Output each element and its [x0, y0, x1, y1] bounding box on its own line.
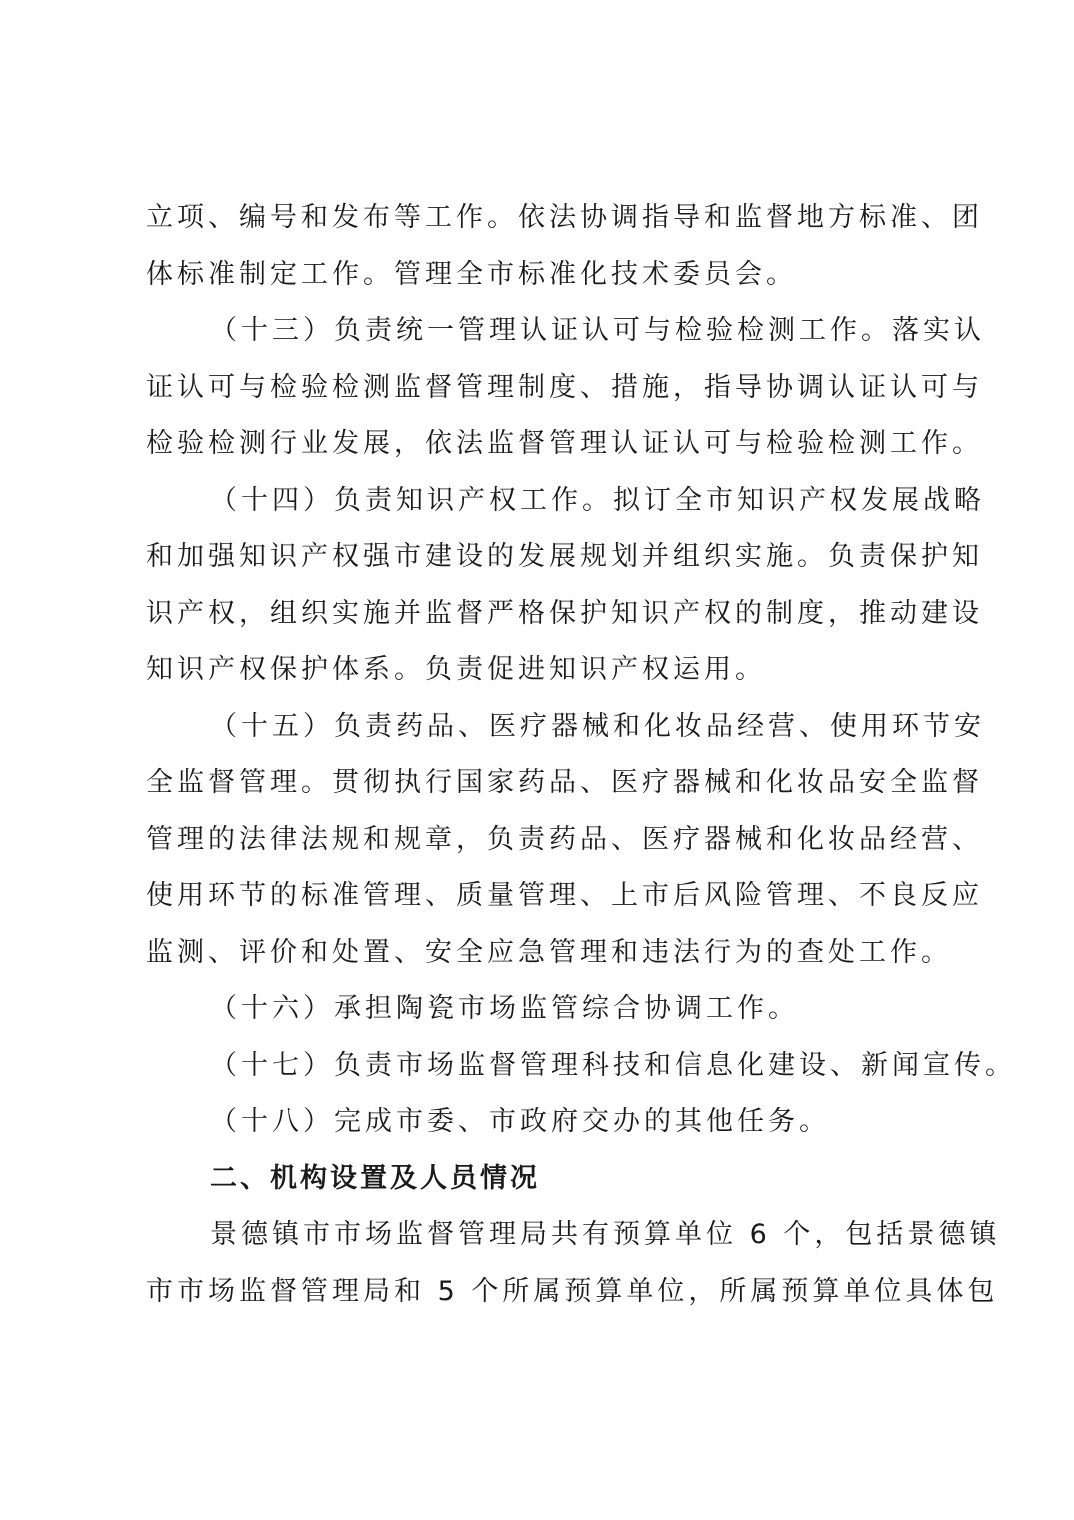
text-line: 管理的法律法规和规章，负责药品、医疗器械和化妆品经营、 — [146, 823, 983, 855]
text-line: 检验检测行业发展，依法监督管理认证认可与检验检测工作。 — [146, 428, 983, 459]
text-line: 使用环节的标准管理、质量管理、上市后风险管理、不良反应 — [146, 880, 983, 911]
paragraph-start-line: （十八）完成市委、市政府交办的其他任务。 — [210, 1106, 830, 1137]
paragraph-start-line: （十五）负责药品、医疗器械和化妆品经营、使用环节安 — [210, 710, 985, 742]
document-body — [146, 190, 1016, 1320]
text-line: 识产权，组织实施并监督严格保护知识产权的制度，推动建设 — [146, 597, 983, 629]
paragraph-start-line: （十六）承担陶瓷市场监管综合协调工作。 — [210, 993, 799, 1024]
text-line: 体标准制定工作。管理全市标准化技术委员会。 — [146, 258, 797, 290]
paragraph-start-line: （十四）负责知识产权工作。拟订全市知识产权发展战略 — [210, 484, 985, 516]
paragraph-start-line: （十七）负责市场监督管理科技和信息化建设、新闻宣传。 — [210, 1049, 1016, 1081]
paragraph-start-line: 景德镇市市场监督管理局共有预算单位 6 个，包括景德镇 — [210, 1219, 1001, 1250]
text-line: 全监督管理。贯彻执行国家药品、医疗器械和化妆品安全监督 — [146, 767, 983, 798]
text-line: 立项、编号和发布等工作。依法协调指导和监督地方标准、团 — [146, 202, 983, 233]
text-line: 和加强知识产权强市建设的发展规划并组织实施。负责保护知 — [146, 541, 983, 572]
text-line: 证认可与检验检测监督管理制度、措施，指导协调认证认可与 — [146, 371, 983, 403]
text-line: 知识产权保护体系。负责促进知识产权运用。 — [146, 654, 766, 685]
paragraph-start-line: （十三）负责统一管理认证认可与检验检测工作。落实认 — [210, 315, 985, 346]
section-heading: 二、机构设置及人员情况 — [210, 1162, 540, 1194]
text-line: 市市场监督管理局和 5 个所属预算单位，所属预算单位具体包 — [146, 1275, 999, 1307]
text-line: 监测、评价和处置、安全应急管理和违法行为的查处工作。 — [146, 936, 952, 968]
